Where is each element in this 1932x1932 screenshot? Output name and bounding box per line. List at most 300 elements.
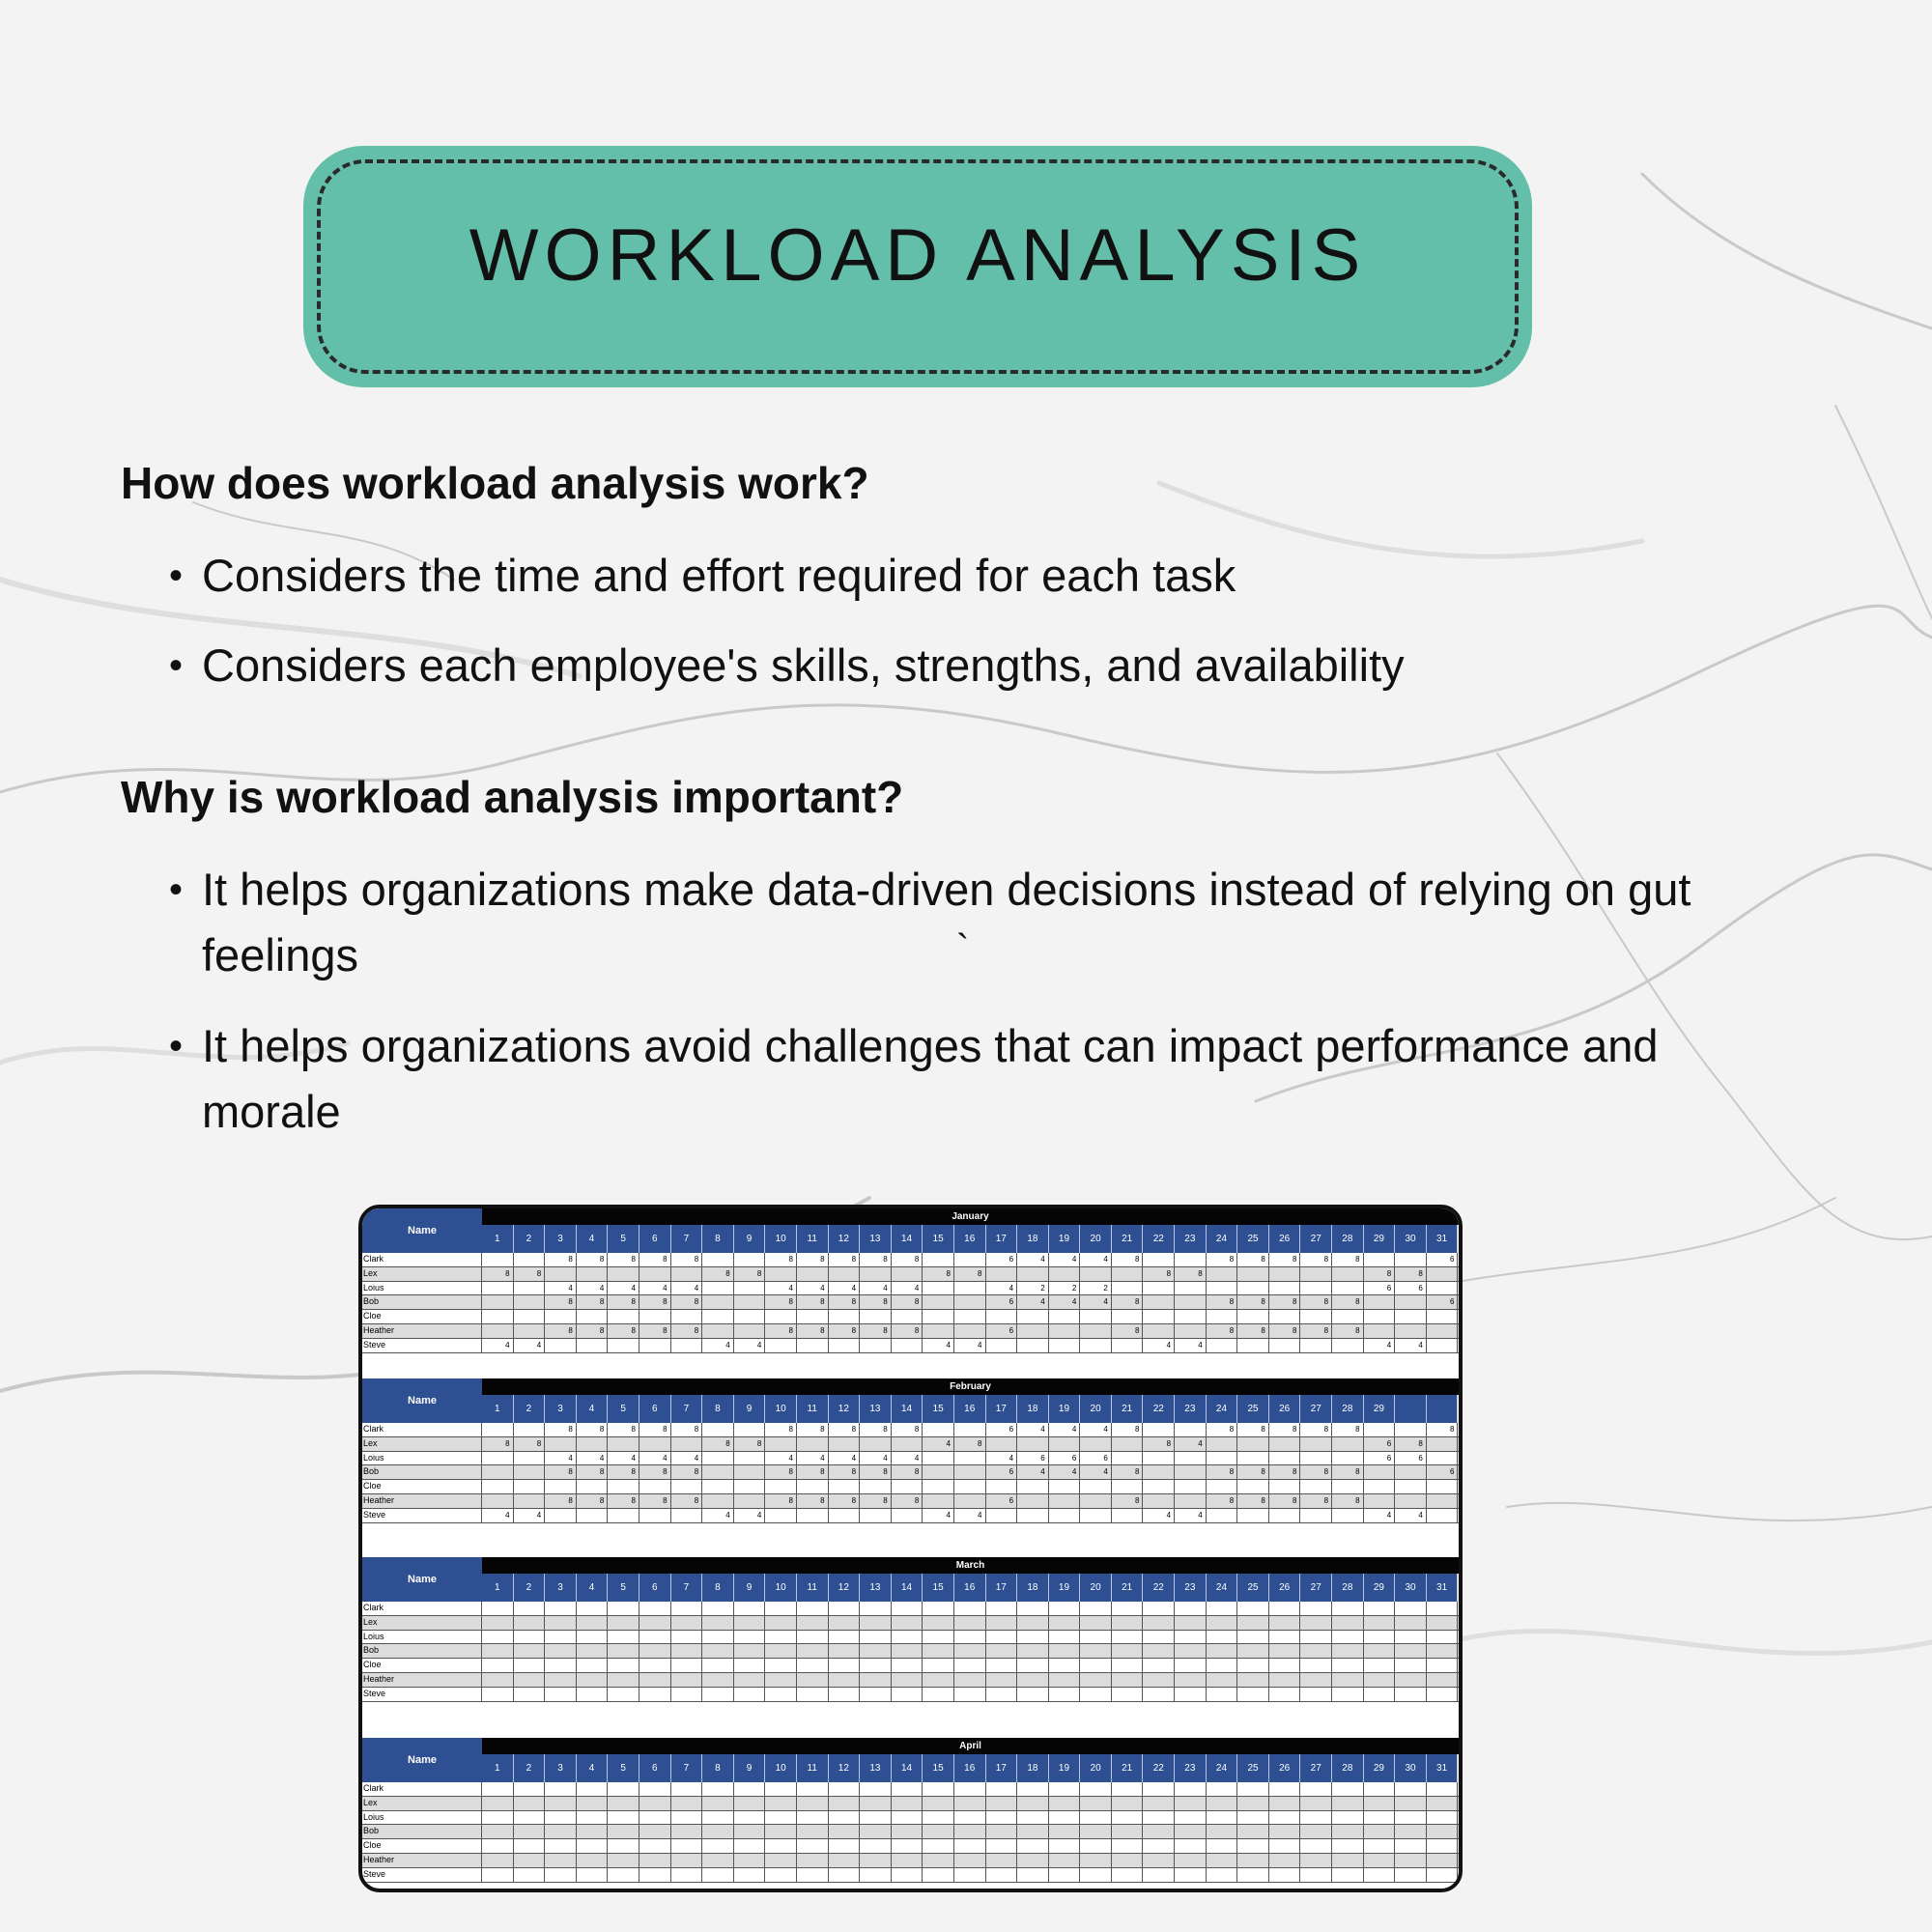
hours-cell: [1017, 1631, 1049, 1644]
hours-cell: [797, 1267, 829, 1281]
hours-cell: 8: [1237, 1324, 1269, 1338]
hours-cell: [986, 1854, 1018, 1867]
hours-cell: [1332, 1602, 1364, 1615]
hours-cell: 8: [1332, 1324, 1364, 1338]
hours-cell: [1017, 1811, 1049, 1825]
hours-cell: [1207, 1339, 1238, 1352]
hours-cell: 8: [1269, 1295, 1301, 1309]
hours-cell: [1427, 1480, 1459, 1493]
hours-cell: [765, 1659, 797, 1672]
hours-cell: 8: [1269, 1494, 1301, 1508]
day-header-cell: 4: [577, 1225, 609, 1253]
hours-cell: [1364, 1825, 1396, 1838]
hours-cell: [702, 1854, 734, 1867]
day-header-row: [482, 1574, 1459, 1602]
hours-cell: [1332, 1480, 1364, 1493]
hours-cell: [514, 1839, 546, 1853]
hours-cell: [482, 1631, 514, 1644]
hours-cell: [1395, 1324, 1427, 1338]
day-header-cell: 2: [514, 1395, 546, 1423]
hours-cell: [1017, 1339, 1049, 1352]
day-header-cell: 29: [1364, 1574, 1396, 1602]
hours-cell: [765, 1811, 797, 1825]
hours-cell: [797, 1839, 829, 1853]
hours-cell: [1207, 1480, 1238, 1493]
table-row: [362, 1659, 1459, 1673]
day-header-cell: 7: [671, 1395, 703, 1423]
hours-cell: [1175, 1631, 1207, 1644]
day-header-cell: 21: [1112, 1395, 1144, 1423]
hours-cell: [1080, 1688, 1112, 1701]
hours-cell: [923, 1659, 954, 1672]
hours-cell: [482, 1644, 514, 1658]
hours-cell: [1175, 1616, 1207, 1630]
hours-cell: [765, 1839, 797, 1853]
hours-cell: [577, 1825, 609, 1838]
hours-cell: 4: [482, 1339, 514, 1352]
hours-cell: 8: [577, 1423, 609, 1436]
day-header-cell: 22: [1143, 1574, 1175, 1602]
hours-cell: [1300, 1310, 1332, 1323]
hours-cell: 4: [1017, 1423, 1049, 1436]
hours-cell: 8: [860, 1324, 892, 1338]
hours-cell: [1269, 1602, 1301, 1615]
hours-cell: [1017, 1825, 1049, 1838]
hours-cell: [1175, 1839, 1207, 1853]
hours-cell: [860, 1688, 892, 1701]
day-header-cell: 11: [797, 1574, 829, 1602]
hours-cell: 4: [734, 1509, 766, 1522]
hours-cell: [577, 1616, 609, 1630]
hours-cell: [954, 1616, 986, 1630]
table-row: [362, 1437, 1459, 1452]
hours-cell: [829, 1811, 861, 1825]
hours-cell: [892, 1509, 923, 1522]
hours-cell: 8: [702, 1437, 734, 1451]
hours-cell: [639, 1854, 671, 1867]
hours-cell: [765, 1797, 797, 1810]
hours-cell: [577, 1868, 609, 1882]
hours-cell: [1143, 1797, 1175, 1810]
hours-cell: [765, 1631, 797, 1644]
hours-cell: [860, 1480, 892, 1493]
hours-cell: 8: [671, 1494, 703, 1508]
hours-cell: [1143, 1295, 1175, 1309]
hours-cell: 4: [892, 1282, 923, 1295]
hours-cell: [671, 1602, 703, 1615]
hours-cell: [1207, 1282, 1238, 1295]
hours-cell: [797, 1437, 829, 1451]
day-header-cell: 22: [1143, 1754, 1175, 1782]
hours-cell: [986, 1644, 1018, 1658]
hours-cell: 6: [1017, 1452, 1049, 1465]
hours-cell: [1143, 1423, 1175, 1436]
day-header-cell: 29: [1364, 1395, 1396, 1423]
hours-cell: [545, 1602, 577, 1615]
hours-cell: [860, 1631, 892, 1644]
hours-cell: 8: [545, 1494, 577, 1508]
hours-cell: [1300, 1452, 1332, 1465]
bullet-text: It helps organizations avoid challenges that can impact performance and morale: [202, 1020, 1659, 1137]
employee-name-cell: Loius: [362, 1282, 482, 1295]
hours-cell: [954, 1295, 986, 1309]
hours-cell: 4: [923, 1509, 954, 1522]
hours-cell: [545, 1631, 577, 1644]
hours-cell: [639, 1644, 671, 1658]
hours-cell: [577, 1310, 609, 1323]
hours-cell: [892, 1782, 923, 1796]
hours-cell: 6: [986, 1465, 1018, 1479]
employee-name-cell: Loius: [362, 1452, 482, 1465]
hours-cell: [1269, 1452, 1301, 1465]
hours-cell: [734, 1688, 766, 1701]
bullet-text: It helps organizations make data-driven decisions instead of relying on gut feelings: [202, 864, 1691, 980]
hours-cell: 8: [765, 1295, 797, 1309]
day-header-cell: 8: [702, 1754, 734, 1782]
hours-cell: [986, 1782, 1018, 1796]
name-column-header: Name: [362, 1208, 482, 1253]
hours-cell: [1017, 1267, 1049, 1281]
hours-cell: [514, 1631, 546, 1644]
hours-cell: 8: [671, 1253, 703, 1266]
hours-cell: [1049, 1437, 1081, 1451]
hours-cell: 4: [702, 1509, 734, 1522]
hours-cell: [1207, 1452, 1238, 1465]
hours-cell: [986, 1673, 1018, 1687]
hours-cell: [1237, 1480, 1269, 1493]
title-banner: [303, 146, 1532, 387]
hours-cell: [797, 1782, 829, 1796]
hours-cell: [545, 1659, 577, 1672]
hours-cell: 8: [1237, 1253, 1269, 1266]
day-header-cell: 10: [765, 1395, 797, 1423]
hours-cell: [892, 1839, 923, 1853]
hours-cell: [734, 1673, 766, 1687]
hours-cell: [1143, 1825, 1175, 1838]
hours-cell: [1112, 1797, 1144, 1810]
employee-name-cell: Lex: [362, 1437, 482, 1451]
hours-cell: [1237, 1310, 1269, 1323]
bullet-item: [169, 857, 1773, 988]
hours-cell: 6: [986, 1494, 1018, 1508]
hours-cell: [545, 1673, 577, 1687]
hours-cell: [954, 1673, 986, 1687]
hours-cell: 8: [1300, 1494, 1332, 1508]
hours-cell: 6: [1427, 1465, 1459, 1479]
hours-cell: 8: [1364, 1267, 1396, 1281]
table-row: [362, 1839, 1459, 1854]
hours-cell: [1364, 1782, 1396, 1796]
hours-cell: 4: [797, 1282, 829, 1295]
hours-cell: [639, 1673, 671, 1687]
hours-cell: [1207, 1631, 1238, 1644]
hours-cell: [1395, 1868, 1427, 1882]
day-header-cell: 29: [1364, 1754, 1396, 1782]
hours-cell: [765, 1310, 797, 1323]
hours-cell: 8: [1207, 1423, 1238, 1436]
hours-cell: [514, 1688, 546, 1701]
table-row: [362, 1465, 1459, 1480]
day-header-cell: 1: [482, 1395, 514, 1423]
hours-cell: [829, 1659, 861, 1672]
hours-cell: [1207, 1659, 1238, 1672]
hours-cell: [1049, 1825, 1081, 1838]
hours-cell: [1080, 1437, 1112, 1451]
table-row: [362, 1782, 1459, 1797]
hours-cell: [702, 1423, 734, 1436]
hours-cell: [1049, 1811, 1081, 1825]
day-header-cell: 11: [797, 1225, 829, 1253]
hours-cell: [639, 1480, 671, 1493]
hours-cell: [671, 1437, 703, 1451]
hours-cell: 8: [608, 1494, 639, 1508]
hours-cell: [829, 1616, 861, 1630]
hours-cell: [1112, 1480, 1144, 1493]
hours-cell: [545, 1644, 577, 1658]
hours-cell: [1237, 1825, 1269, 1838]
hours-cell: 8: [545, 1423, 577, 1436]
table-row: [362, 1452, 1459, 1466]
hours-cell: [923, 1854, 954, 1867]
hours-cell: [1332, 1659, 1364, 1672]
hours-cell: [482, 1494, 514, 1508]
hours-cell: 8: [765, 1423, 797, 1436]
hours-cell: 8: [514, 1267, 546, 1281]
hours-cell: [734, 1659, 766, 1672]
hours-cell: [1269, 1631, 1301, 1644]
hours-cell: [1175, 1423, 1207, 1436]
hours-cell: [1269, 1688, 1301, 1701]
hours-cell: [1143, 1616, 1175, 1630]
hours-cell: [1364, 1839, 1396, 1853]
hours-cell: 8: [765, 1465, 797, 1479]
hours-cell: 4: [829, 1452, 861, 1465]
hours-cell: 8: [1207, 1465, 1238, 1479]
hours-cell: 2: [1049, 1282, 1081, 1295]
hours-cell: [577, 1854, 609, 1867]
hours-cell: [671, 1509, 703, 1522]
hours-cell: [1269, 1854, 1301, 1867]
hours-cell: 8: [671, 1295, 703, 1309]
hours-cell: [1332, 1825, 1364, 1838]
hours-cell: [545, 1509, 577, 1522]
hours-cell: [1207, 1267, 1238, 1281]
hours-cell: [514, 1602, 546, 1615]
hours-cell: [860, 1267, 892, 1281]
hours-cell: 4: [1080, 1423, 1112, 1436]
table-row: [362, 1616, 1459, 1631]
hours-cell: [608, 1310, 639, 1323]
hours-cell: [923, 1644, 954, 1658]
day-header-cell: 12: [829, 1574, 861, 1602]
employee-name-cell: Heather: [362, 1324, 482, 1338]
month-label: March: [482, 1557, 1459, 1574]
hours-cell: [923, 1452, 954, 1465]
hours-cell: [514, 1854, 546, 1867]
hours-cell: 8: [577, 1465, 609, 1479]
hours-cell: [514, 1616, 546, 1630]
hours-cell: [954, 1465, 986, 1479]
hours-cell: [1427, 1825, 1459, 1838]
hours-cell: 4: [577, 1282, 609, 1295]
hours-cell: 4: [1395, 1339, 1427, 1352]
hours-cell: 8: [892, 1465, 923, 1479]
hours-cell: [829, 1480, 861, 1493]
day-header-cell: 24: [1207, 1225, 1238, 1253]
hours-cell: [1300, 1811, 1332, 1825]
hours-cell: [1112, 1437, 1144, 1451]
day-header-cell: 25: [1237, 1395, 1269, 1423]
hours-cell: [892, 1825, 923, 1838]
hours-cell: [954, 1854, 986, 1867]
hours-cell: [1017, 1659, 1049, 1672]
hours-cell: 4: [1017, 1253, 1049, 1266]
hours-cell: [608, 1797, 639, 1810]
hours-cell: [514, 1282, 546, 1295]
hours-cell: [765, 1644, 797, 1658]
hours-cell: [1395, 1616, 1427, 1630]
hours-cell: [1080, 1339, 1112, 1352]
month-label: April: [482, 1738, 1459, 1754]
day-header-cell: 4: [577, 1395, 609, 1423]
hours-cell: [954, 1631, 986, 1644]
hours-cell: [1112, 1602, 1144, 1615]
day-header-cell: 30: [1395, 1225, 1427, 1253]
hours-cell: [1300, 1631, 1332, 1644]
hours-cell: [671, 1644, 703, 1658]
hours-cell: [1427, 1437, 1459, 1451]
hours-cell: [1143, 1782, 1175, 1796]
hours-cell: [608, 1782, 639, 1796]
hours-cell: [734, 1825, 766, 1838]
hours-cell: [1049, 1854, 1081, 1867]
hours-cell: [1395, 1295, 1427, 1309]
hours-cell: [1080, 1480, 1112, 1493]
hours-cell: [860, 1644, 892, 1658]
hours-cell: [1175, 1644, 1207, 1658]
month-label: January: [482, 1208, 1459, 1225]
hours-cell: [892, 1602, 923, 1615]
hours-cell: [986, 1339, 1018, 1352]
hours-cell: 8: [892, 1423, 923, 1436]
hours-cell: [923, 1324, 954, 1338]
hours-cell: 4: [702, 1339, 734, 1352]
hours-cell: [1364, 1465, 1396, 1479]
day-header-cell: 31: [1427, 1574, 1459, 1602]
hours-cell: [1395, 1602, 1427, 1615]
hours-cell: [1395, 1673, 1427, 1687]
day-header-cell: 17: [986, 1754, 1018, 1782]
hours-cell: [892, 1339, 923, 1352]
hours-cell: [1364, 1811, 1396, 1825]
hours-cell: 8: [671, 1423, 703, 1436]
hours-cell: [892, 1480, 923, 1493]
hours-cell: 8: [671, 1465, 703, 1479]
hours-cell: [1175, 1854, 1207, 1867]
hours-cell: [1143, 1480, 1175, 1493]
hours-cell: 4: [545, 1282, 577, 1295]
hours-cell: [639, 1811, 671, 1825]
hours-cell: [954, 1782, 986, 1796]
hours-cell: 6: [1364, 1282, 1396, 1295]
day-header-cell: 13: [860, 1225, 892, 1253]
hours-cell: [639, 1602, 671, 1615]
hours-cell: [545, 1782, 577, 1796]
hours-cell: [671, 1688, 703, 1701]
hours-cell: [1332, 1616, 1364, 1630]
hours-cell: [923, 1797, 954, 1810]
hours-cell: 8: [892, 1295, 923, 1309]
hours-cell: [702, 1452, 734, 1465]
hours-cell: [577, 1782, 609, 1796]
employee-name-cell: Heather: [362, 1673, 482, 1687]
hours-cell: 8: [765, 1494, 797, 1508]
hours-cell: [1049, 1797, 1081, 1810]
hours-cell: [1207, 1310, 1238, 1323]
hours-cell: [1080, 1854, 1112, 1867]
hours-cell: 8: [577, 1253, 609, 1266]
hours-cell: [1112, 1839, 1144, 1853]
hours-cell: [1300, 1339, 1332, 1352]
hours-cell: [1427, 1452, 1459, 1465]
hours-cell: [482, 1688, 514, 1701]
hours-cell: [1427, 1673, 1459, 1687]
hours-cell: 8: [1143, 1267, 1175, 1281]
hours-cell: [1143, 1602, 1175, 1615]
hours-cell: 6: [1080, 1452, 1112, 1465]
hours-cell: [1332, 1339, 1364, 1352]
hours-cell: [482, 1310, 514, 1323]
hours-cell: [954, 1452, 986, 1465]
hours-cell: [1300, 1282, 1332, 1295]
hours-cell: 8: [829, 1295, 861, 1309]
hours-cell: [1112, 1673, 1144, 1687]
hours-cell: [1300, 1644, 1332, 1658]
hours-cell: [702, 1839, 734, 1853]
hours-cell: [514, 1659, 546, 1672]
hours-cell: [797, 1868, 829, 1882]
hours-cell: [608, 1437, 639, 1451]
hours-cell: [1049, 1659, 1081, 1672]
hours-cell: 4: [797, 1452, 829, 1465]
hours-cell: [1237, 1688, 1269, 1701]
hours-cell: 8: [1237, 1423, 1269, 1436]
bullet-dot: •: [169, 644, 184, 687]
hours-cell: [702, 1616, 734, 1630]
bullet-item: [169, 1013, 1773, 1145]
hours-cell: [608, 1659, 639, 1672]
hours-cell: [954, 1253, 986, 1266]
hours-cell: [923, 1782, 954, 1796]
hours-cell: [1300, 1673, 1332, 1687]
hours-cell: [1300, 1616, 1332, 1630]
hours-cell: [545, 1310, 577, 1323]
hours-cell: [639, 1688, 671, 1701]
table-row: [362, 1825, 1459, 1839]
hours-cell: [1143, 1688, 1175, 1701]
hours-cell: 6: [986, 1324, 1018, 1338]
hours-cell: [1237, 1509, 1269, 1522]
hours-cell: [1269, 1310, 1301, 1323]
hours-cell: [923, 1673, 954, 1687]
hours-cell: [1300, 1868, 1332, 1882]
day-header-cell: 14: [892, 1754, 923, 1782]
hours-cell: [1143, 1631, 1175, 1644]
hours-cell: [734, 1310, 766, 1323]
table-row: [362, 1494, 1459, 1509]
hours-cell: [797, 1797, 829, 1810]
day-header-cell: 22: [1143, 1225, 1175, 1253]
